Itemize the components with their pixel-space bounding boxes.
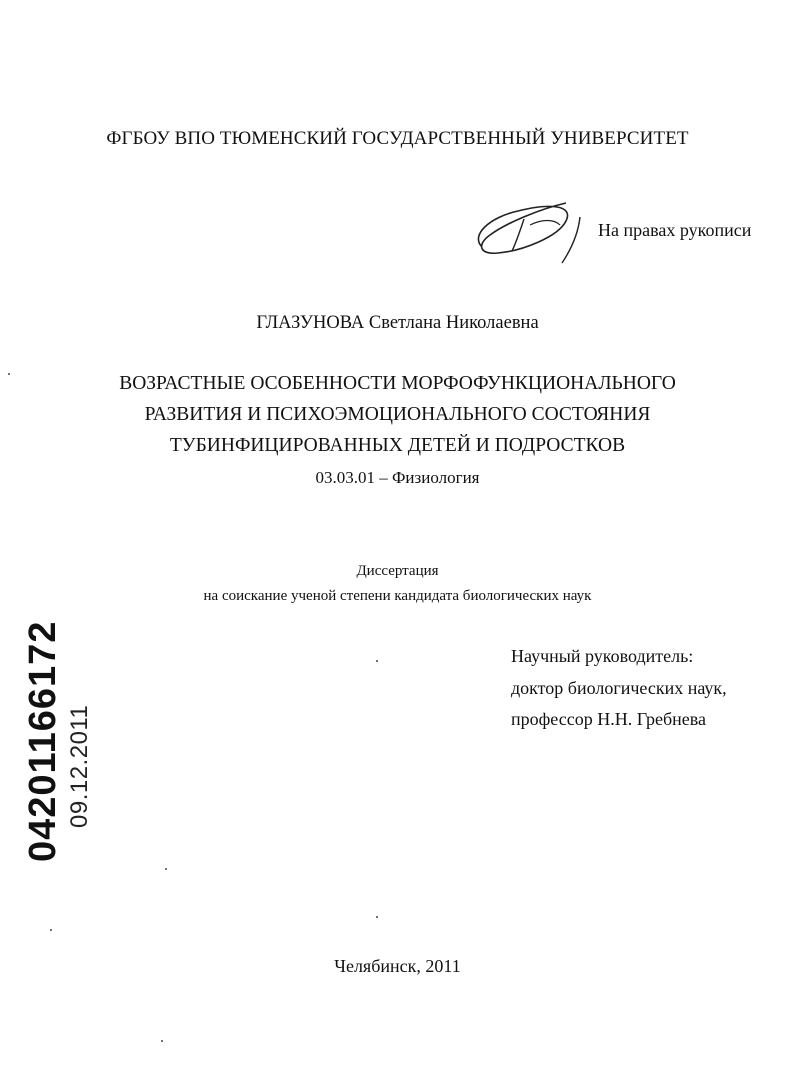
library-stamp-code: 04201166172 (22, 620, 64, 862)
scan-speck (50, 929, 52, 931)
specialty-code: 03.03.01 – Физиология (315, 468, 480, 487)
dissertation-title-line: ТУБИНФИЦИРОВАННЫХ ДЕТЕЙ И ПОДРОСТКОВ (169, 435, 626, 456)
work-type: Диссертация (356, 563, 439, 579)
scan-speck (376, 916, 378, 918)
institution-name: ФГБОУ ВПО ТЮМЕНСКИЙ ГОСУДАРСТВЕННЫЙ УНИВЕРСИТЕТ (106, 128, 689, 149)
scan-speck (376, 660, 378, 662)
city-year: Челябинск, 2011 (334, 956, 461, 976)
library-stamp-date: 09.12.2011 (66, 704, 93, 828)
advisor-name: профессор Н.Н. Гребнева (511, 709, 707, 729)
dissertation-title-line: РАЗВИТИЯ И ПСИХОЭМОЦИОНАЛЬНОГО СОСТОЯНИЯ (144, 404, 651, 425)
scan-speck (165, 868, 167, 870)
manuscript-note: На правах рукописи (598, 220, 752, 240)
signature-icon (470, 195, 595, 265)
author-name: ГЛАЗУНОВА Светлана Николаевна (256, 313, 539, 333)
advisor-role: Научный руководитель: (511, 646, 694, 666)
scan-speck (8, 373, 10, 375)
advisor-degree: доктор биологических наук, (511, 678, 727, 698)
scan-speck (161, 1040, 163, 1042)
degree-sought: на соискание ученой степени кандидата биологических наук (203, 588, 592, 604)
dissertation-title-line: ВОЗРАСТНЫЕ ОСОБЕННОСТИ МОРФОФУНКЦИОНАЛЬНОГО (119, 373, 676, 394)
